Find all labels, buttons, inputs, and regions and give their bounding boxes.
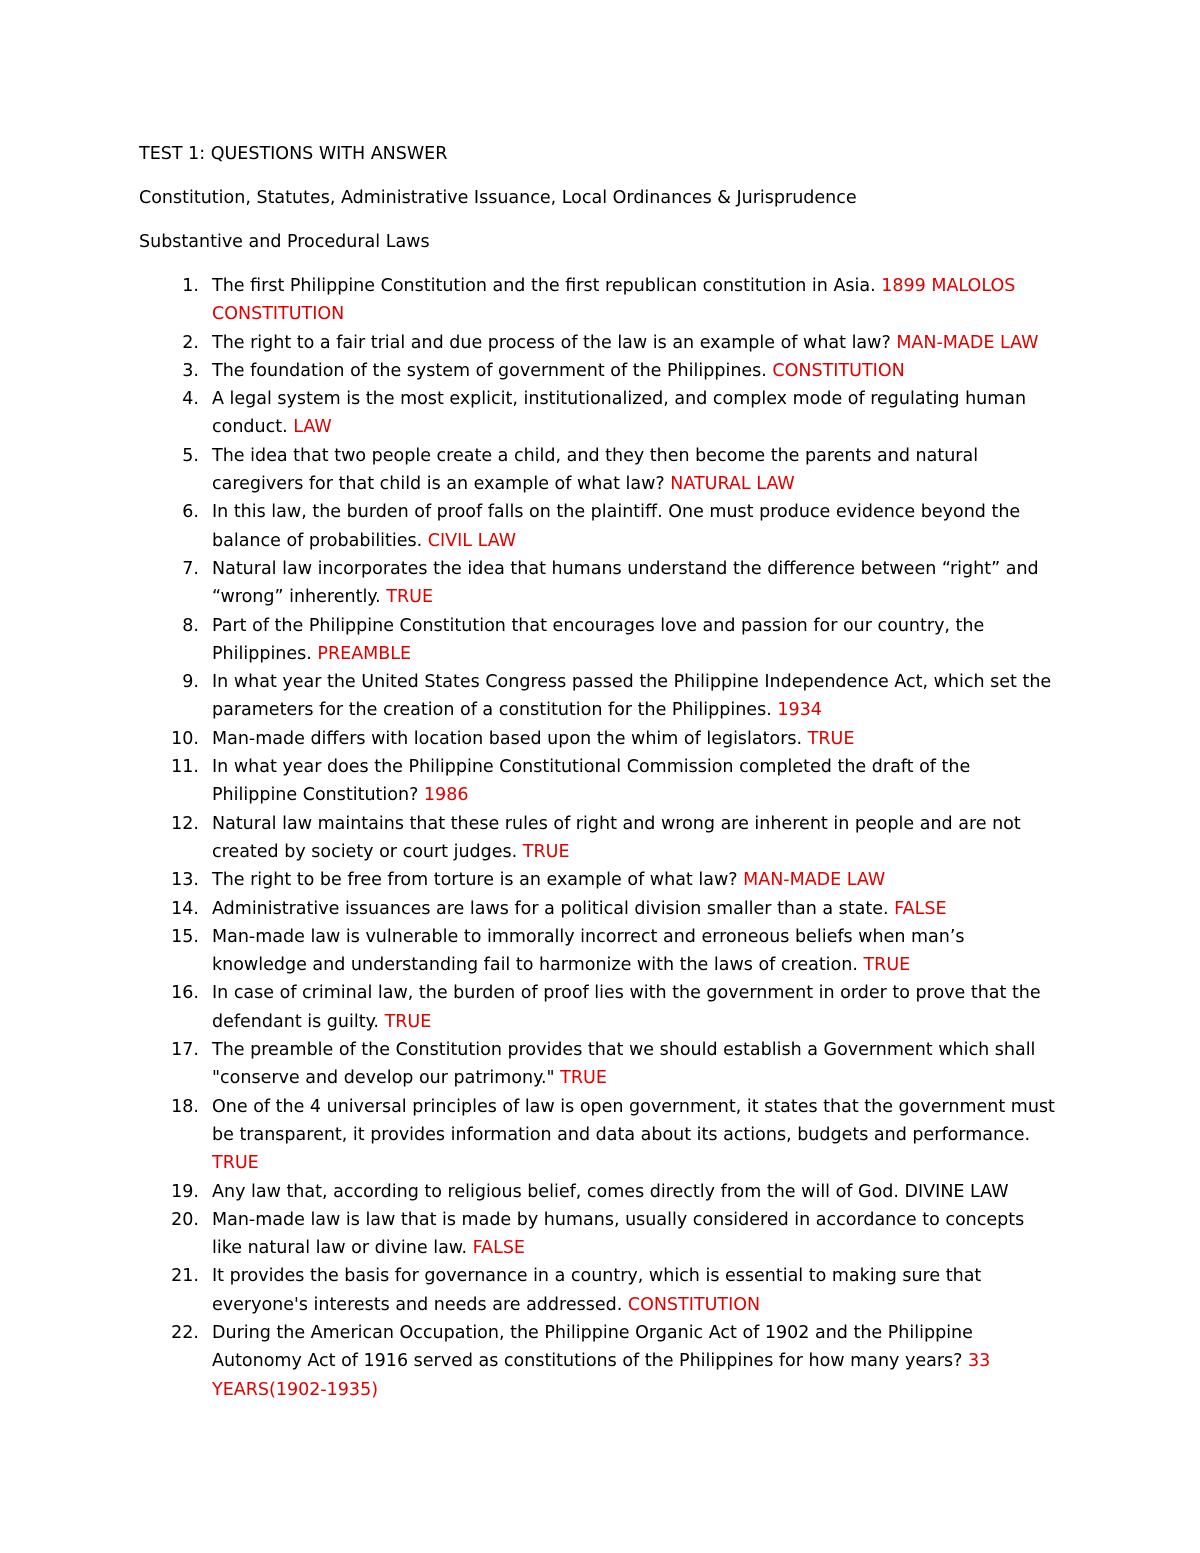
- question-item: [139, 725, 1059, 753]
- question-text: In what year does the Philippine Constitutional Commission completed the draft of the Philippine Constitution?: [212, 757, 971, 806]
- question-number: 17.: [171, 1040, 199, 1061]
- question-text: The idea that two people create a child, and they then become the parents and natural caregivers for that child is an example of what law?: [212, 445, 979, 495]
- question-text: Part of the Philippine Constitution that encourages love and passion for our country, the Philippines.: [212, 615, 985, 664]
- answer-text: FALSE: [472, 1238, 525, 1259]
- question-text: Any law that, according to religious belief, comes directly from the will of God.: [212, 1181, 905, 1202]
- question-text: Natural law incorporates the idea that humans understand the difference between “right” and “wrong” inherently.: [212, 558, 1039, 608]
- question-text: It provides the basis for governance in a country, which is essential to making sure that everyone's interests and needs are addressed.: [212, 1266, 982, 1315]
- answer-text: CONSTITUTION: [772, 360, 905, 381]
- answer-text: TRUE: [384, 1011, 432, 1032]
- question-item: [139, 357, 1059, 385]
- question-number: 1.: [182, 276, 199, 296]
- answer-text: 1934: [777, 700, 822, 721]
- question-number: 21.: [171, 1266, 199, 1287]
- answer-text: MAN-MADE LAW: [896, 332, 1039, 353]
- answer-text: 1986: [423, 785, 469, 806]
- question-item: [139, 979, 1059, 1036]
- question-text: The foundation of the system of government of the Philippines.: [212, 360, 773, 381]
- question-item: [139, 1036, 1059, 1093]
- question-number: 3.: [182, 360, 199, 381]
- answer-text: DIVINE LAW: [904, 1181, 1009, 1202]
- question-text: Man-made law is law that is made by humans, usually considered in accordance to concepts like natural law or divine law.: [212, 1209, 1025, 1259]
- question-number: 12.: [171, 813, 199, 834]
- question-item: [139, 753, 1059, 810]
- question-number: 15.: [171, 926, 199, 947]
- question-text: The right to a fair trial and due process of the law is an example of what law?: [212, 332, 897, 353]
- answer-text: TRUE: [807, 728, 855, 749]
- question-number: 9.: [182, 672, 199, 693]
- question-item: [139, 810, 1059, 867]
- answer-text: CONSTITUTION: [627, 1294, 761, 1315]
- answer-text: MAN-MADE LAW: [743, 870, 886, 891]
- question-text: In this law, the burden of proof falls on the plaintiff. One must produce evidence beyond the balance of probabilities.: [212, 502, 1021, 551]
- question-text: Man-made law is vulnerable to immorally incorrect and erroneous beliefs when man’s knowledge and understanding fail to harmonize with the laws of creation.: [212, 926, 965, 976]
- answer-text: TRUE: [560, 1068, 607, 1089]
- question-item: [139, 555, 1059, 612]
- question-number: 6.: [182, 502, 199, 523]
- question-number: 19.: [171, 1181, 199, 1202]
- question-number: 14.: [171, 898, 199, 919]
- question-item: [139, 329, 1059, 357]
- question-item: [139, 1262, 1059, 1319]
- question-number: 8.: [182, 615, 199, 636]
- question-number: 16.: [171, 983, 199, 1004]
- answer-text: FALSE: [894, 898, 947, 919]
- answer-text: TRUE: [863, 955, 911, 976]
- answer-text: LAW: [293, 417, 332, 438]
- question-list: [139, 272, 1059, 1404]
- question-number: 20.: [171, 1209, 199, 1230]
- question-item: [139, 923, 1059, 980]
- question-number: 2.: [182, 332, 199, 353]
- question-number: 5.: [182, 445, 199, 466]
- answer-text: TRUE: [386, 587, 434, 608]
- question-item: [139, 668, 1059, 725]
- question-item: [139, 1178, 1059, 1206]
- answer-text: TRUE: [212, 1153, 259, 1174]
- answer-text: TRUE: [522, 841, 570, 862]
- question-number: 10.: [171, 728, 199, 749]
- question-number: 11.: [171, 757, 199, 778]
- question-text: Natural law maintains that these rules of right and wrong are inherent in people and are not created by society or court judges.: [212, 813, 1021, 862]
- answer-text: NATURAL LAW: [670, 474, 795, 495]
- question-text: During the American Occupation, the Philippine Organic Act of 1902 and the Philippine Autonomy Act of 1916 served as constitutions of the Philippines for how many years?: [212, 1322, 973, 1372]
- question-text: The first Philippine Constitution and the first republican constitution in Asia.: [212, 276, 882, 296]
- question-text: Administrative issuances are laws for a political division smaller than a state.: [212, 898, 895, 919]
- question-item: [139, 612, 1059, 669]
- question-item: [139, 1319, 1059, 1404]
- question-text: The preamble of the Constitution provides that we should establish a Government which shall "conserve and develop our patrimony.": [212, 1040, 1036, 1089]
- answer-text: PREAMBLE: [317, 643, 412, 664]
- document-content: [139, 140, 1059, 1404]
- document-subtitle: Constitution, Statutes, Administrative Issuance, Local Ordinances & Jurisprudence: [139, 188, 857, 208]
- question-item: [139, 895, 1059, 923]
- question-number: 4.: [182, 389, 199, 410]
- question-text: In case of criminal law, the burden of proof lies with the government in order to prove that the defendant is guilty.: [212, 983, 1041, 1032]
- question-text: The right to be free from torture is an example of what law?: [212, 870, 744, 891]
- question-number: 13.: [171, 870, 199, 891]
- question-text: In what year the United States Congress passed the Philippine Independence Act, which set the parameters for the creation of a constitution for the Philippines.: [212, 672, 1052, 721]
- question-item: [139, 442, 1059, 499]
- answer-text: 33 YEARS(1902-1935): [212, 1351, 991, 1400]
- question-item: [139, 272, 1059, 329]
- question-item: [139, 1206, 1059, 1263]
- question-item: [139, 1093, 1059, 1178]
- question-text: One of the 4 universal principles of law is open government, it states that the government must be transparent, it provides information and data about its actions, budgets and performance.: [212, 1096, 1055, 1145]
- question-text: A legal system is the most explicit, institutionalized, and complex mode of regulating human conduct.: [212, 389, 1027, 438]
- question-item: [139, 866, 1059, 894]
- question-number: 18.: [171, 1096, 199, 1117]
- question-text: Man-made differs with location based upon the whim of legislators.: [212, 728, 808, 749]
- answer-text: CIVIL LAW: [427, 530, 517, 551]
- question-number: 7.: [182, 558, 199, 579]
- question-item: [139, 498, 1059, 555]
- answer-text: 1899 MALOLOS CONSTITUTION: [212, 276, 1016, 325]
- question-number: 22.: [171, 1322, 199, 1343]
- question-item: [139, 385, 1059, 442]
- document-title: TEST 1: QUESTIONS WITH ANSWER: [139, 144, 448, 164]
- section-heading: Substantive and Procedural Laws: [139, 232, 430, 252]
